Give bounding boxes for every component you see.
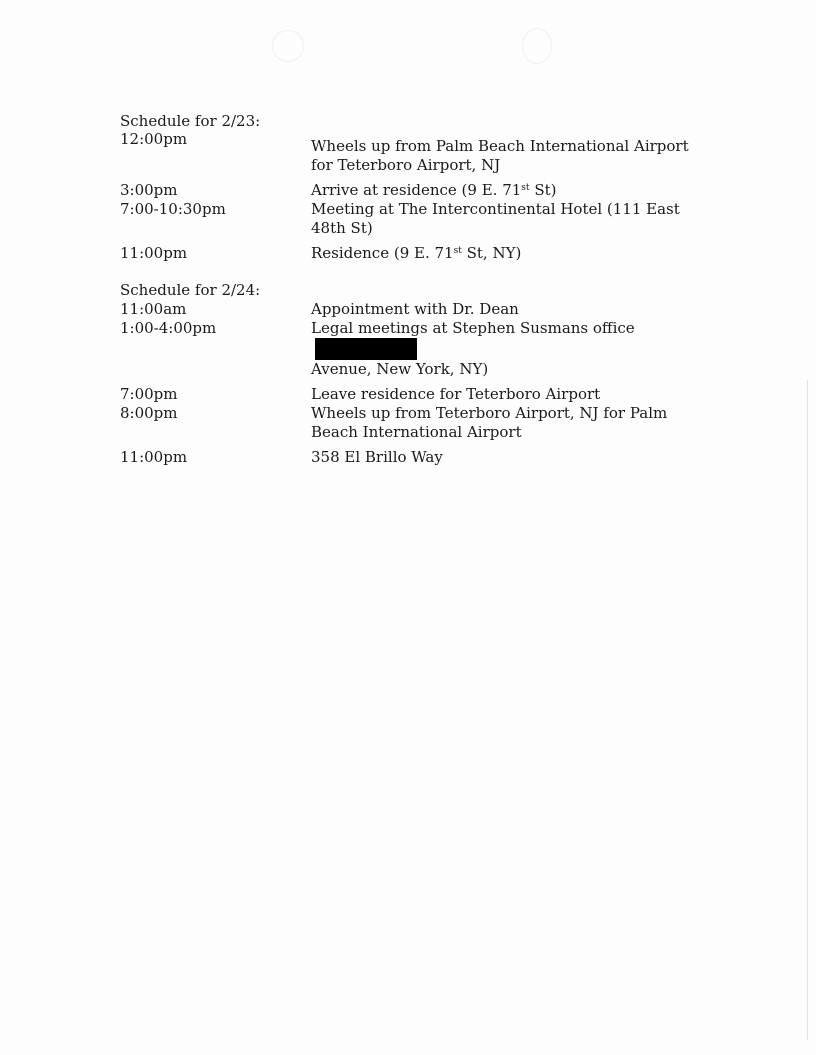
schedule-entry <box>120 448 710 467</box>
entry-time: 11:00pm <box>120 244 188 262</box>
entry-description: Wheels up from Palm Beach International Airport for Teterboro Airport, NJ <box>311 137 689 174</box>
entry-description: Meeting at The Intercontinental Hotel (111 East 48th St) <box>311 200 680 237</box>
schedule-heading-day2: Schedule for 2/24: <box>120 281 261 299</box>
schedule-entry <box>120 385 710 404</box>
entry-description-text: Residence (9 E. 71 <box>311 244 454 262</box>
entry-description <box>311 319 691 379</box>
entry-description-text: St, NY) <box>461 244 522 262</box>
redaction-bar <box>315 338 417 360</box>
entry-time: 11:00am <box>120 300 187 318</box>
schedule-block <box>120 112 710 467</box>
entry-description <box>311 181 691 200</box>
entry-description: Wheels up from Teterboro Airport, NJ for Palm Beach International Airport <box>311 404 668 441</box>
entry-time: 7:00-10:30pm <box>120 200 226 218</box>
entry-time: 8:00pm <box>120 404 178 422</box>
entry-description-text: Arrive at residence (9 E. 71 <box>311 181 522 199</box>
entry-description-text: St) <box>529 181 557 199</box>
schedule-entry <box>120 404 710 442</box>
entry-description: 358 El Brillo Way <box>311 448 443 466</box>
entry-time: 12:00pm <box>120 130 188 148</box>
scan-artifact <box>272 30 304 62</box>
entry-time: 7:00pm <box>120 385 178 403</box>
ordinal-suffix: st <box>521 183 530 193</box>
scan-edge-line <box>807 380 808 1040</box>
schedule-entry <box>120 131 710 175</box>
schedule-heading-day1: Schedule for 2/23: <box>120 112 261 130</box>
schedule-entry <box>120 181 710 200</box>
entry-description-text: Avenue, New York, NY) <box>311 360 489 378</box>
schedule-entry <box>120 300 710 319</box>
entry-description: Appointment with Dr. Dean <box>311 300 519 318</box>
schedule-entry <box>120 200 710 238</box>
entry-description-text: Legal meetings at Stephen Susmans office <box>311 319 635 337</box>
schedule-entry <box>120 319 710 379</box>
entry-time: 1:00-4:00pm <box>120 319 217 337</box>
ordinal-suffix: st <box>453 246 462 256</box>
entry-description: Leave residence for Teterboro Airport <box>311 385 601 403</box>
entry-description <box>311 244 691 263</box>
scan-artifact <box>522 28 552 64</box>
schedule-entry <box>120 244 710 263</box>
entry-time: 3:00pm <box>120 181 178 199</box>
entry-time: 11:00pm <box>120 448 188 466</box>
